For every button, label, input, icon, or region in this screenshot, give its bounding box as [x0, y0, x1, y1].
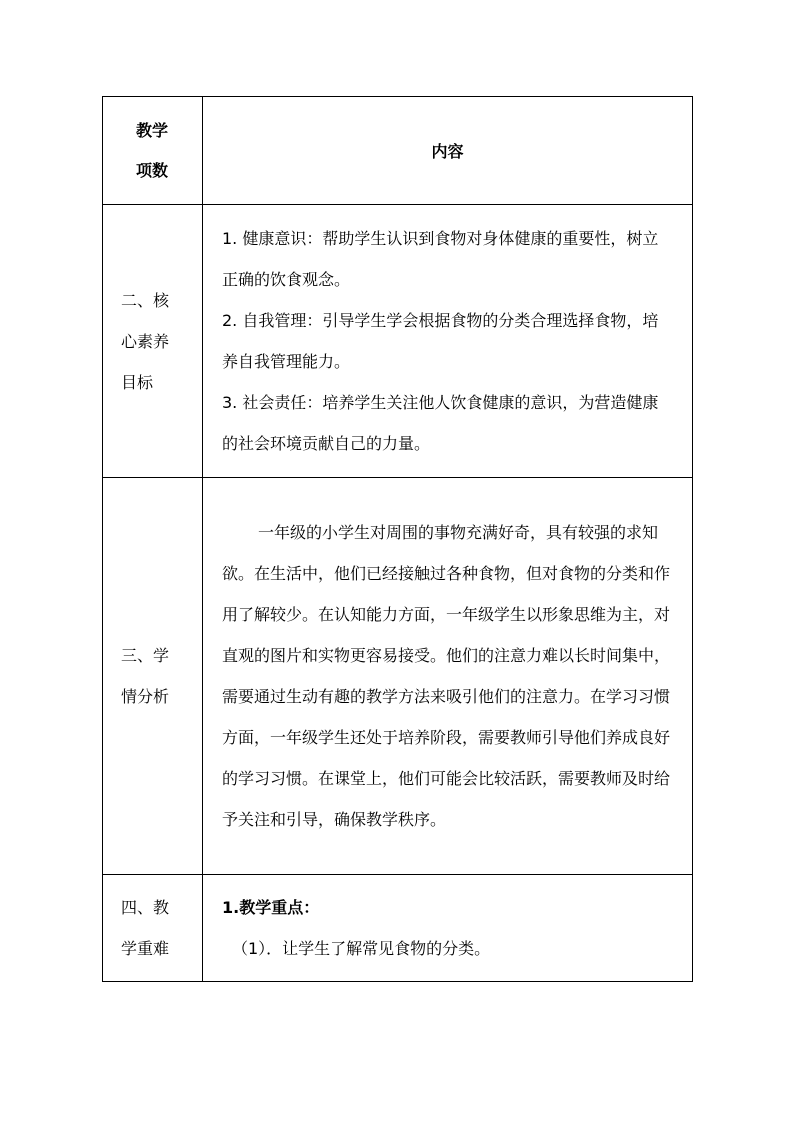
header-label-line1: 教学: [136, 120, 169, 140]
key-points-heading: 1.教学重点：: [222, 898, 320, 917]
goals-label-line3: 目标: [121, 372, 154, 392]
key-points-content-cell: [203, 875, 693, 982]
goals-row: [103, 205, 693, 478]
goals-label-line2: 心素养: [121, 331, 170, 351]
goal-item-health: 1. 健康意识：帮助学生认识到食物对身体健康的重要性，树立正确的饮食观念。: [222, 229, 659, 289]
header-row: [103, 97, 693, 205]
goals-label-line1: 二、核: [121, 290, 170, 310]
analysis-label-cell: [103, 478, 203, 875]
goals-label-cell: [103, 205, 203, 478]
analysis-row: [103, 478, 693, 875]
analysis-label-line1: 三、学: [121, 646, 170, 665]
goal-item-social-responsibility: 3. 社会责任：培养学生关注他人饮食健康的意识，为营造健康的社会环境贡献自己的力量。: [222, 393, 659, 453]
key-points-row: [103, 875, 693, 982]
key-point-item-1: （1）．让学生了解常见食物的分类。: [232, 939, 491, 958]
goals-content-cell: [203, 205, 693, 478]
analysis-paragraph: 一年级的小学生对周围的事物充满好奇，具有较强的求知欲。在生活中，他们已经接触过各种食物，但对食物的分类和作用了解较少。在认知能力方面，一年级学生以形象思维为主，对直观的图片和实物更容易接受。他们的注意力难以长时间集中，需要通过生动有趣的教学方法来吸引他们的注意力。在学习习惯方面，一年级学生还处于培养阶段，需要教师引导他们养成良好的学习习惯。在课堂上，他们可能会比较活跃，需要教师及时给予关注和引导，确保教学秩序。: [222, 523, 671, 829]
key-points-label-cell: [103, 875, 203, 982]
header-content-label: 内容: [431, 142, 464, 161]
header-content-cell: [203, 97, 693, 205]
goal-item-self-management: 2. 自我管理：引导学生学会根据食物的分类合理选择食物，培养自我管理能力。: [222, 311, 659, 371]
lesson-plan-table: [102, 96, 693, 982]
header-label-cell: [103, 97, 203, 205]
key-points-label-line1: 四、教: [121, 898, 170, 917]
key-points-label-line2: 学重难: [121, 939, 170, 958]
header-label-line2: 项数: [136, 160, 169, 180]
analysis-label-line2: 情分析: [121, 687, 170, 706]
analysis-content-cell: [203, 478, 693, 875]
